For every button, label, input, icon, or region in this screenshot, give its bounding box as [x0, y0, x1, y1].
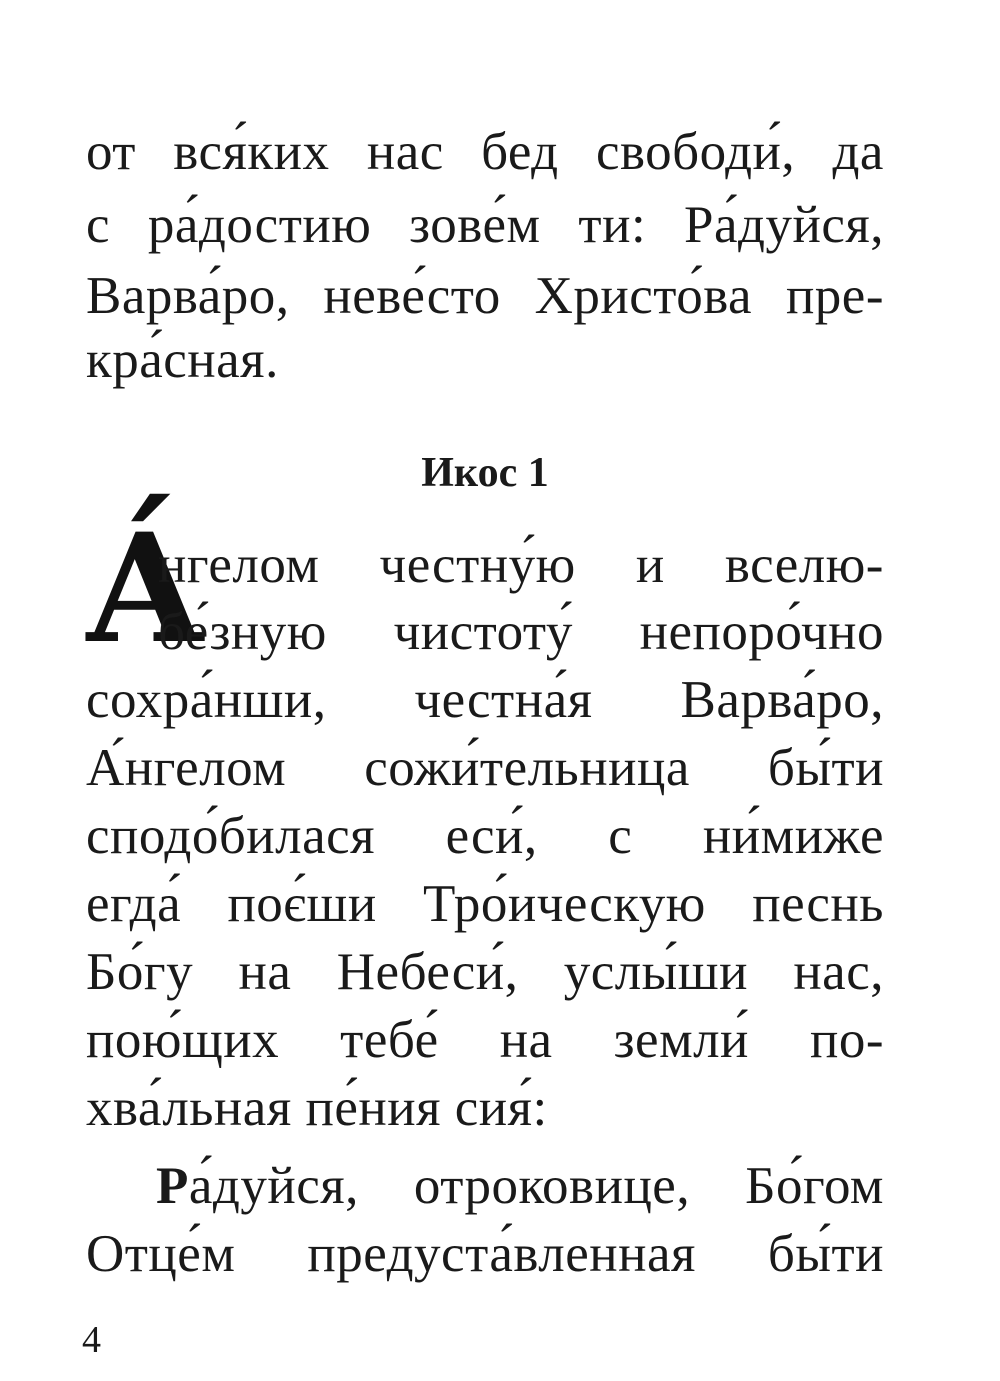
text-line [86, 670, 884, 730]
word: пою́щих [86, 1011, 280, 1069]
text-line [86, 1224, 884, 1284]
text-line [86, 874, 884, 934]
word: бед [481, 123, 559, 181]
word: сподо́билася [86, 807, 376, 865]
word: на [238, 943, 292, 1001]
word: бы́ти [767, 1225, 884, 1283]
word: честна́я [414, 671, 593, 729]
word: Небеси́, [336, 943, 519, 1001]
text-line [86, 1010, 884, 1070]
text-line [86, 806, 884, 866]
word: непоро́чно [639, 603, 884, 661]
word: вселю- [724, 536, 884, 594]
word: чистоту́ [393, 603, 573, 661]
word: нас, [793, 943, 884, 1001]
text-line [86, 330, 884, 390]
word: земли́ [613, 1011, 749, 1069]
word: ни́миже [702, 807, 884, 865]
word: Тро́ическую [423, 875, 706, 933]
word: ра́достию [147, 196, 372, 254]
word: Христо́ва [534, 267, 753, 325]
word: неве́сто [323, 267, 501, 325]
text-line [86, 1078, 884, 1138]
word: сожи́тельница [364, 739, 690, 797]
text-line [86, 942, 884, 1002]
word: услы́ши [563, 943, 748, 1001]
word: зове́м [409, 196, 541, 254]
word: Отце́м [86, 1225, 236, 1283]
word: Ра́дуйся, [684, 196, 884, 254]
word: честну́ю [379, 536, 576, 594]
word: и [635, 536, 665, 594]
word: на [499, 1011, 553, 1069]
drop-cap: А́ [84, 501, 207, 677]
word: вся́ких [173, 123, 330, 181]
word: свободи́, [595, 123, 796, 181]
word: Варва́ро, [680, 671, 884, 729]
text-line [156, 1156, 884, 1216]
word: предуста́вленная [307, 1225, 696, 1283]
word: Бо́гом [745, 1157, 884, 1215]
word: бы́ти [767, 739, 884, 797]
word-rest: а́дуйся, [188, 1157, 359, 1215]
word: хва́льная пе́ния сия́: [86, 1079, 548, 1137]
word: от [86, 123, 136, 181]
text-line [86, 122, 884, 182]
text-line [158, 535, 884, 595]
initial-letter: Р [156, 1157, 189, 1215]
page-number: 4 [82, 1319, 101, 1361]
word: с [608, 807, 633, 865]
word: тебе́ [340, 1011, 439, 1069]
word: ти: [578, 196, 647, 254]
word: еси́, [445, 807, 538, 865]
word: по- [809, 1011, 884, 1069]
word [156, 1156, 359, 1216]
word: егда́ [86, 875, 182, 933]
word: песнь [752, 875, 884, 933]
word: да [832, 123, 884, 181]
text-line [86, 195, 884, 255]
word: с [86, 196, 111, 254]
word: поє́ши [227, 875, 377, 933]
text-line [86, 738, 884, 798]
word: отроковице, [413, 1157, 691, 1215]
word: Варва́ро, [86, 267, 290, 325]
word: нас [366, 123, 444, 181]
word: нгелом [158, 536, 320, 594]
text-line [86, 266, 884, 326]
word: бе́зную [158, 603, 327, 661]
word: А́нгелом [86, 739, 287, 797]
word: сохра́нши, [86, 671, 327, 729]
word: пре- [785, 267, 884, 325]
word: Бо́гу [86, 943, 194, 1001]
section-heading: Икос 1 [421, 450, 549, 496]
text-line [158, 602, 884, 662]
word: кра́сная. [86, 331, 279, 389]
